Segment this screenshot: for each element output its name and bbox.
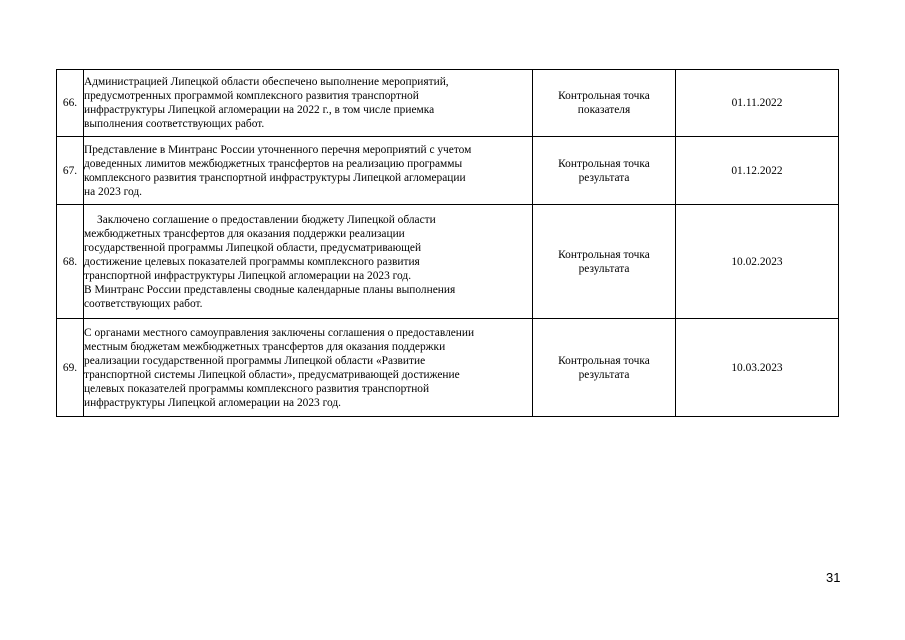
type-line: Контрольная точка <box>558 248 650 261</box>
control-point-type <box>533 137 676 205</box>
description-line: Заключено соглашение о предоставлении бюджету Липецкой области <box>97 213 436 226</box>
control-point-date: 10.03.2023 <box>676 319 839 417</box>
description-line: доведенных лимитов межбюджетных трансфертов на реализацию программы <box>84 157 463 170</box>
type-line: результата <box>578 368 630 381</box>
description-line: транспортной системы Липецкой области», предусматривающей достижение <box>84 368 460 381</box>
event-description <box>84 205 533 319</box>
table-row <box>57 319 839 417</box>
table-row <box>57 205 839 319</box>
description-line: соответствующих работ. <box>84 297 203 310</box>
description-line: Администрацией Липецкой области обеспечено выполнение мероприятий, <box>84 76 449 88</box>
description-line: выполнения соответствующих работ. <box>84 118 265 130</box>
type-line: результата <box>578 171 630 184</box>
event-description <box>84 70 533 137</box>
description-line: на 2023 год. <box>84 185 143 198</box>
table-row <box>57 137 839 205</box>
description-line: межбюджетных трансфертов для оказания поддержки реализации <box>84 227 405 240</box>
event-description <box>84 137 533 205</box>
description-line: инфраструктуры Липецкой агломерации на 2022 г., в том числе приемка <box>84 104 435 116</box>
type-line: результата <box>578 262 630 275</box>
row-number: 69. <box>57 319 84 417</box>
type-line: Контрольная точка <box>558 354 650 367</box>
description-line: целевых показателей программы комплексного развития транспортной <box>84 382 430 395</box>
type-line: Контрольная точка <box>558 157 650 170</box>
row-number: 66. <box>57 70 84 137</box>
control-point-type <box>533 319 676 417</box>
description-line: Представление в Минтранс России уточненного перечня мероприятий с учетом <box>84 143 472 156</box>
description-line: предусмотренных программой комплексного развития транспортной <box>84 90 419 102</box>
description-line: государственной программы Липецкой области, предусматривающей <box>84 241 422 254</box>
description-line: реализации государственной программы Липецкой области «Развитие <box>84 354 426 367</box>
control-point-date: 01.11.2022 <box>676 70 839 137</box>
description-line: комплексного развития транспортной инфраструктуры Липецкой агломерации <box>84 171 466 184</box>
description-line: достижение целевых показателей программы комплексного развития <box>84 255 420 268</box>
control-point-type <box>533 205 676 319</box>
description-line: местным бюджетам межбюджетных трансфертов для оказания поддержки <box>84 340 446 353</box>
row-number: 68. <box>57 205 84 319</box>
page-number: 31 <box>826 570 841 585</box>
description-line: С органами местного самоуправления заключены соглашения о предоставлении <box>84 326 475 339</box>
control-points-table <box>56 69 839 417</box>
type-line: Контрольная точка <box>558 90 650 102</box>
description-line: инфраструктуры Липецкой агломерации на 2023 год. <box>84 396 341 409</box>
control-point-date: 01.12.2022 <box>676 137 839 205</box>
description-line: транспортной инфраструктуры Липецкой агломерации на 2023 год. <box>84 269 412 282</box>
type-line: показателя <box>577 104 631 116</box>
event-description <box>84 319 533 417</box>
description-line: В Минтранс России представлены сводные календарные планы выполнения <box>84 283 456 296</box>
table-row <box>57 70 839 137</box>
control-point-date: 10.02.2023 <box>676 205 839 319</box>
row-number: 67. <box>57 137 84 205</box>
control-point-type <box>533 70 676 137</box>
